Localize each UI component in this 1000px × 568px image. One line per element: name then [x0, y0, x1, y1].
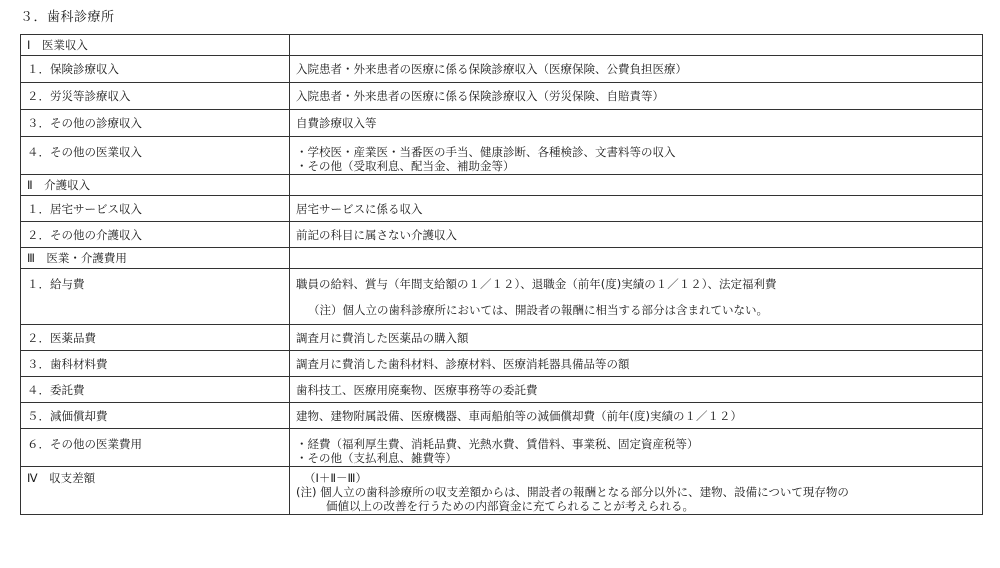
row-description: 居宅サービスに係る収入: [290, 196, 983, 222]
table-row: [21, 137, 983, 175]
description-line: ・経費（福利厚生費、消耗品費、光熱水費、賃借料、事業税、固定資産税等）: [296, 437, 699, 451]
row-label: ４．その他の医業収入: [21, 137, 290, 175]
note-line: （注）個人立の歯科診療所においては、開設者の報酬に相当する部分は含まれていない。: [308, 303, 768, 317]
table-row: [21, 196, 983, 222]
row-label: Ⅲ 医業・介護費用: [21, 248, 290, 269]
income-expense-definitions-table: [20, 34, 983, 515]
table-row: [21, 110, 983, 137]
table-row: [21, 56, 983, 83]
description-line: 職員の給料、賞与（年間支給額の１／１２）、退職金（前年(度)実績の１／１２）、法定福利費: [296, 277, 777, 291]
description-line: ・その他（支払利息、雑費等）: [296, 451, 457, 465]
row-description: 歯科技工、医療用廃棄物、医療事務等の委託費: [290, 377, 983, 403]
note-line: (注) 個人立の歯科診療所の収支差額からは、開設者の報酬となる部分以外に、建物、設備について現存物の: [296, 485, 849, 499]
row-description: 入院患者・外来患者の医療に係る保険診療収入（労災保険、自賠責等）: [290, 83, 983, 110]
row-label: ２．医薬品費: [21, 325, 290, 351]
row-description: 建物、建物附属設備、医療機器、車両船舶等の減価償却費（前年(度)実績の１／１２）: [290, 403, 983, 429]
table-row: [21, 175, 983, 196]
row-description: 調査月に費消した医薬品の購入額: [290, 325, 983, 351]
row-label: １．保険診療収入: [21, 56, 290, 83]
row-label: Ⅰ 医業収入: [21, 35, 290, 56]
row-label: ２．労災等診療収入: [21, 83, 290, 110]
row-label: ４．委託費: [21, 377, 290, 403]
description-line: ・学校医・産業医・当番医の手当、健康診断、各種検診、文書料等の収入: [296, 145, 676, 159]
row-label: ２．その他の介護収入: [21, 222, 290, 248]
row-description: [290, 248, 983, 269]
table-row: [21, 351, 983, 377]
table-row: [21, 377, 983, 403]
row-label: ３．歯科材料費: [21, 351, 290, 377]
note-line: 価値以上の改善を行うための内部資金に充てられることが考えられる。: [326, 499, 694, 513]
row-label: ６．その他の医業費用: [21, 429, 290, 467]
description-line: ・その他（受取利息、配当金、補助金等）: [296, 159, 515, 173]
table-row: [21, 403, 983, 429]
table-row: [21, 222, 983, 248]
row-description: [290, 429, 983, 467]
row-description: 自費診療収入等: [290, 110, 983, 137]
row-label: Ⅳ 収支差額: [21, 467, 290, 515]
row-description: [290, 137, 983, 175]
section-title: ３．歯科診療所: [20, 10, 115, 25]
row-label: ３．その他の診療収入: [21, 110, 290, 137]
row-description: [290, 269, 983, 325]
table-row: [21, 83, 983, 110]
row-description: [290, 175, 983, 196]
row-label: ５．減価償却費: [21, 403, 290, 429]
row-description: 前記の科目に属さない介護収入: [290, 222, 983, 248]
row-label: １．居宅サービス収入: [21, 196, 290, 222]
row-description: 調査月に費消した歯科材料、診療材料、医療消耗器具備品等の額: [290, 351, 983, 377]
row-description: [290, 467, 983, 515]
table-row: [21, 248, 983, 269]
table-row: [21, 467, 983, 515]
row-label: Ⅱ 介護収入: [21, 175, 290, 196]
table-row: [21, 325, 983, 351]
table-row: [21, 269, 983, 325]
row-description: 入院患者・外来患者の医療に係る保険診療収入（医療保険、公費負担医療）: [290, 56, 983, 83]
table-row: [21, 35, 983, 56]
row-label: １．給与費: [21, 269, 290, 325]
formula-line: （Ⅰ＋Ⅱ－Ⅲ）: [304, 471, 367, 485]
table-row: [21, 429, 983, 467]
row-description: [290, 35, 983, 56]
